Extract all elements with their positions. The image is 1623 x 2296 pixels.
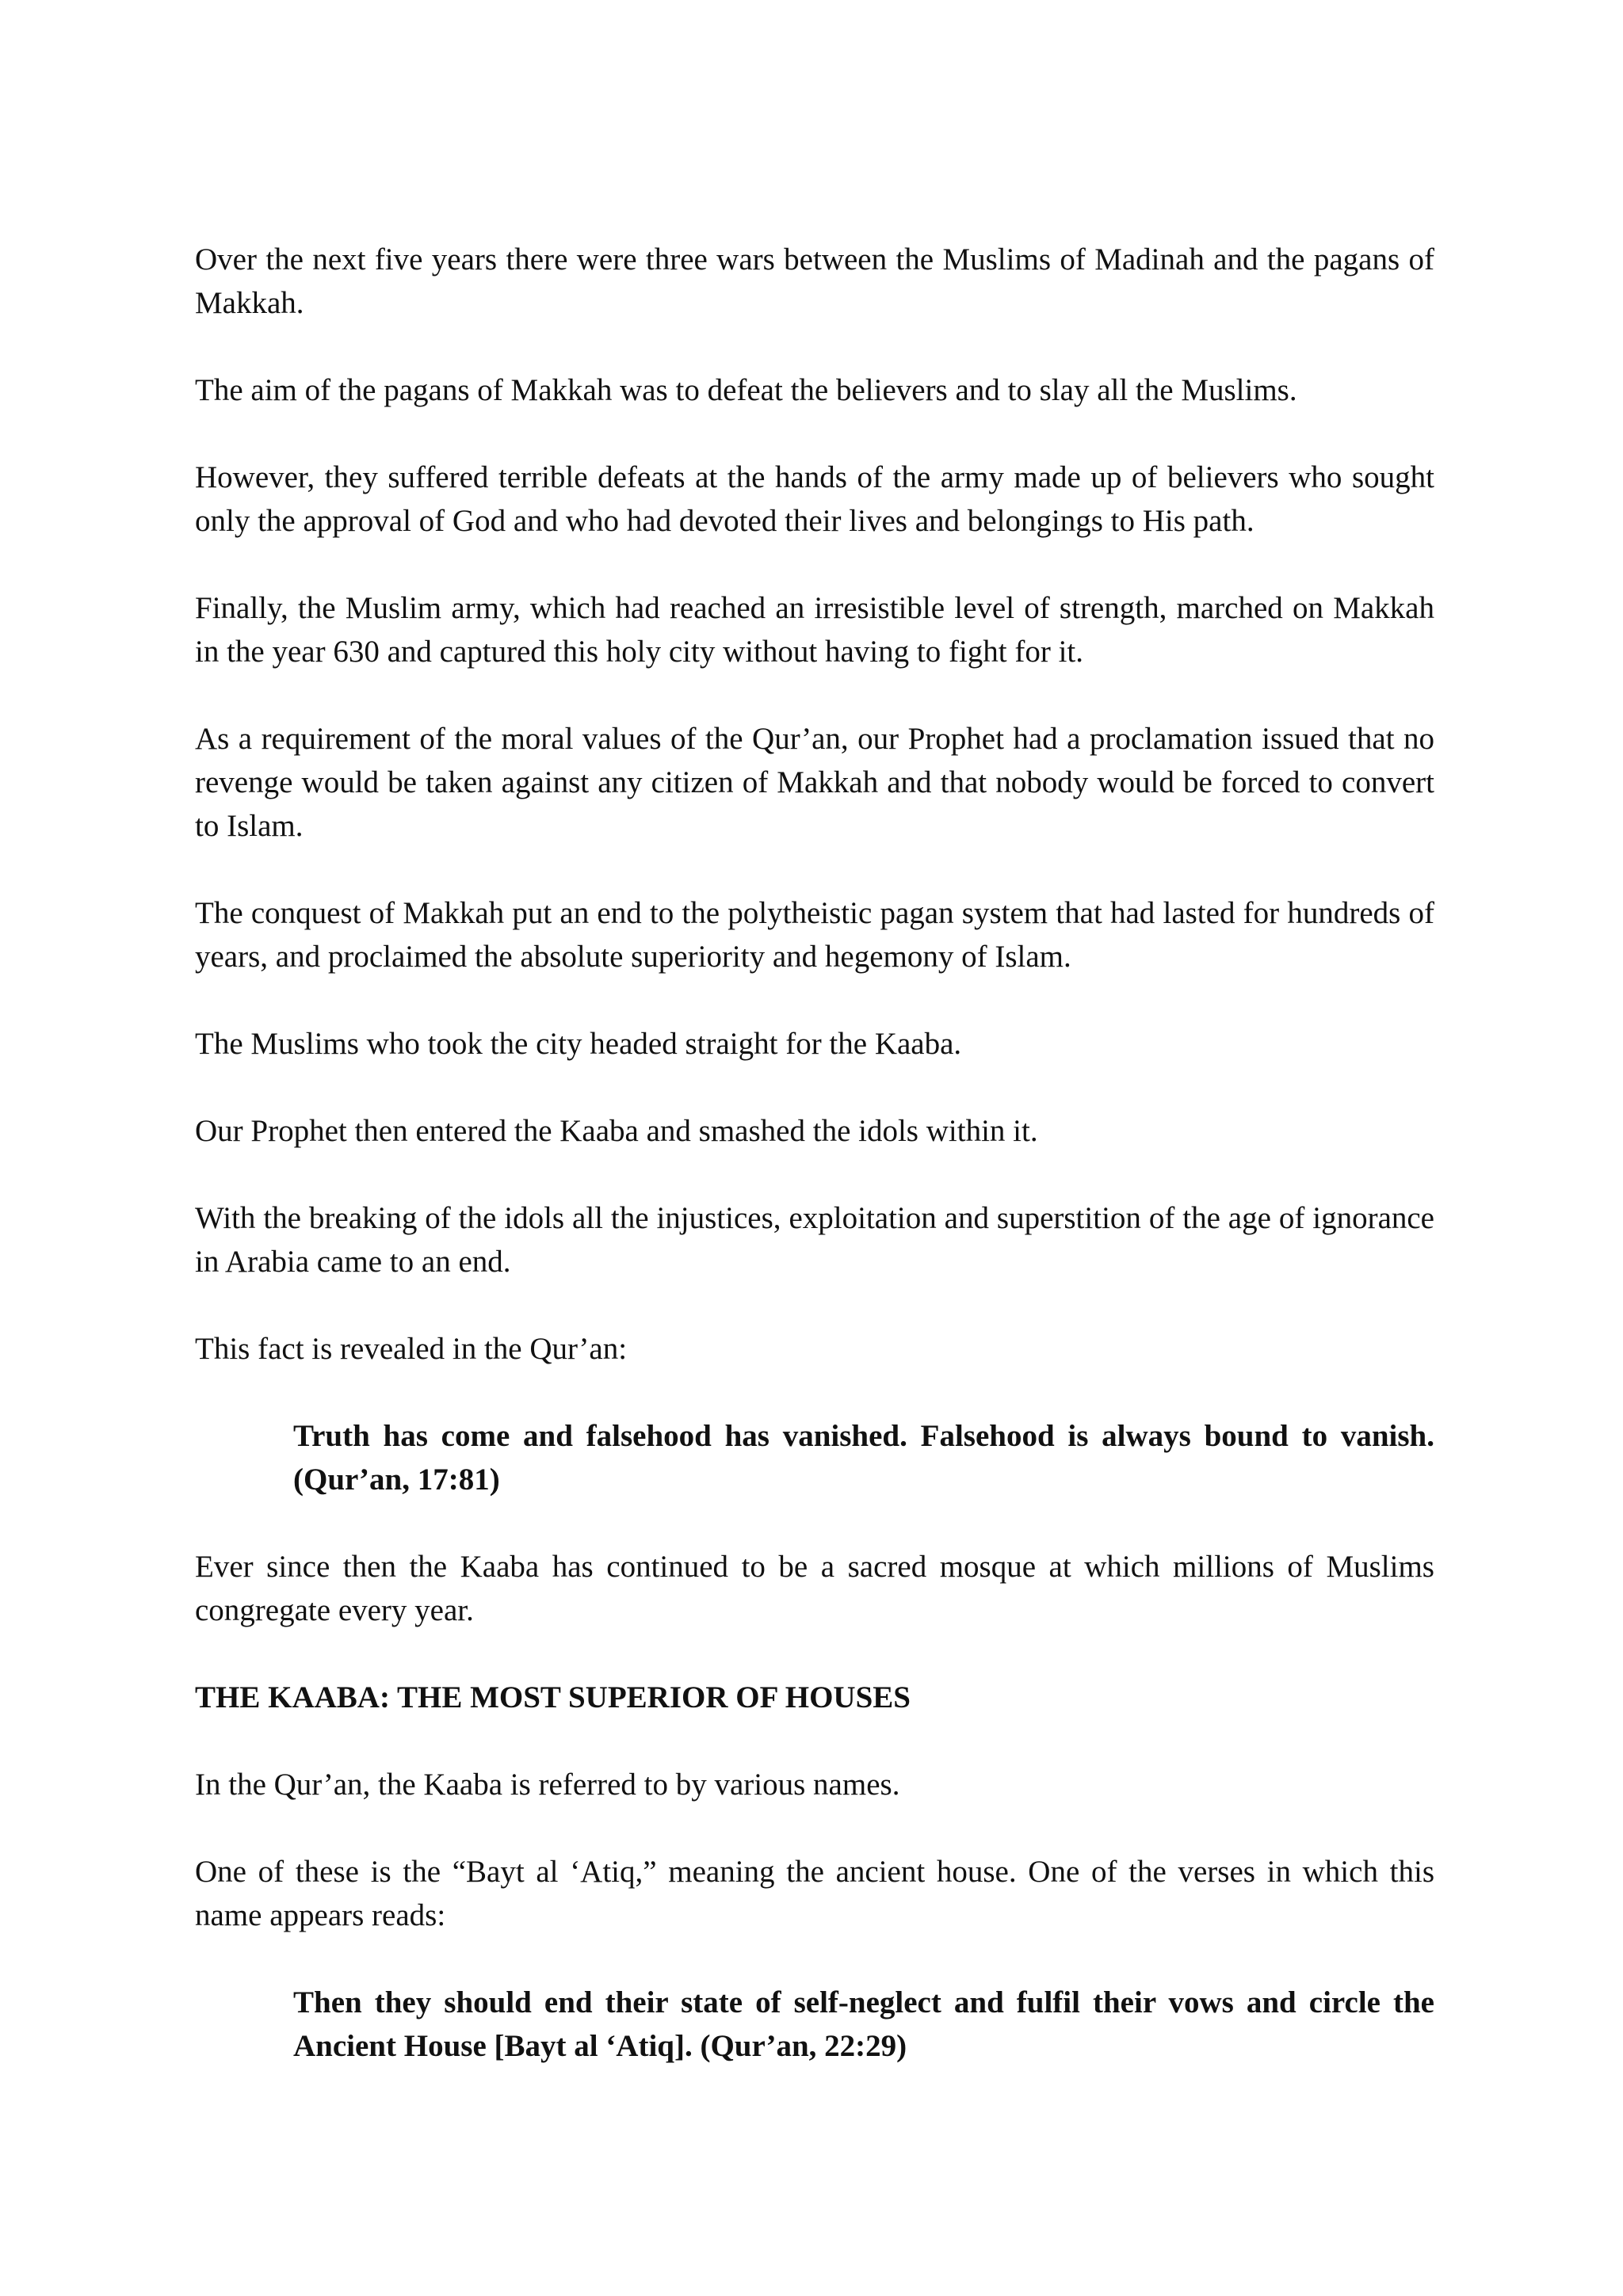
paragraph-terrible-defeats: However, they suffered terrible defeats at the hands of the army made up of believers who sought only the approval of God and who had devoted their lives and belongings to His path. <box>195 460 1434 538</box>
quote-22-29: Then they should end their state of self-neglect and fulfil their vows and circle the Ancient House [Bayt al ‘Atiq]. (Qur’an, 22:29) <box>293 1985 1434 2063</box>
quote-17-81: Truth has come and falsehood has vanished. Falsehood is always bound to vanish. (Qur’an, 17:81) <box>293 1419 1434 1497</box>
paragraph-headed-for-kaaba: The Muslims who took the city headed straight for the Kaaba. <box>195 1027 962 1061</box>
section-heading: THE KAABA: THE MOST SUPERIOR OF HOUSES <box>195 1680 911 1714</box>
paragraph-march-on-makkah: Finally, the Muslim army, which had reached an irresistible level of strength, marched on Makkah in the year 630 and captured this holy city without having to fight for it. <box>195 591 1434 669</box>
paragraph-smashed-idols: Our Prophet then entered the Kaaba and smashed the idols within it. <box>195 1114 1038 1148</box>
paragraph-aim-of-pagans: The aim of the pagans of Makkah was to defeat the believers and to slay all the Muslims. <box>195 373 1297 407</box>
paragraph-proclamation: As a requirement of the moral values of the Qur’an, our Prophet had a proclamation issued that no revenge would be taken against any citizen of Makkah and that nobody would be forced to convert to Islam. <box>195 722 1434 843</box>
paragraph-conquest: The conquest of Makkah put an end to the polytheistic pagan system that had lasted for hundreds of years, and proclaimed the absolute superiority and hegemony of Islam. <box>195 896 1434 974</box>
paragraph-sacred-mosque: Ever since then the Kaaba has continued to be a sacred mosque at which millions of Muslims congregate every year. <box>195 1550 1434 1627</box>
paragraph-breaking-idols: With the breaking of the idols all the injustices, exploitation and superstition of the age of ignorance in Arabia came to an end. <box>195 1201 1434 1279</box>
paragraph-three-wars: Over the next five years there were three wars between the Muslims of Madinah and the pagans of Makkah. <box>195 242 1434 320</box>
paragraph-various-names: In the Qur’an, the Kaaba is referred to by various names. <box>195 1768 900 1802</box>
document-page <box>195 238 1434 2111</box>
paragraph-bayt-al-atiq: One of these is the “Bayt al ‘Atiq,” meaning the ancient house. One of the verses in which this name appears reads: <box>195 1855 1434 1932</box>
paragraph-fact-revealed: This fact is revealed in the Qur’an: <box>195 1332 628 1366</box>
